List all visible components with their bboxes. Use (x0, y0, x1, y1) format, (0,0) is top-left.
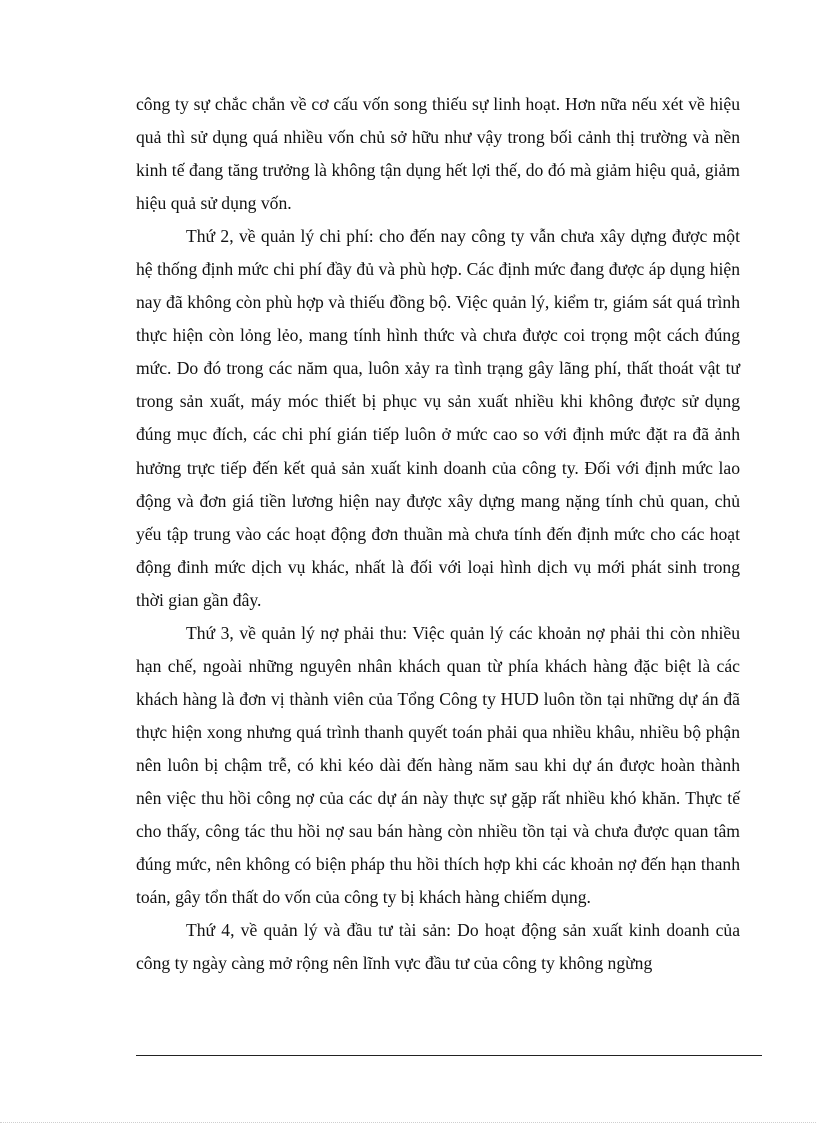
paragraph-capital-structure: công ty sự chắc chắn về cơ cấu vốn song thiếu sự linh hoạt. Hơn nữa nếu xét về hiệu quả thì sử dụng quá nhiều vốn chủ sở hữu như vậy trong bối cảnh thị trường và nền kinh tế đang tăng trưởng là không tận dụng hết lợi thế, do đó mà giảm hiệu quả, giảm hiệu quả sử dụng vốn. (136, 94, 740, 214)
paragraph-cost-management: Thứ 2, về quản lý chi phí: cho đến nay công ty vẫn chưa xây dựng được một hệ thống định mức chi phí đầy đủ và phù hợp. Các định mức đang được áp dụng hiện nay đã không còn phù hợp và thiếu đồng bộ. Việc quản lý, kiểm tr, giám sát quá trình thực hiện còn lỏng lẻo, mang tính hình thức và chưa được coi trọng một cách đúng mức. Do đó trong các năm qua, luôn xảy ra tình trạng gây lãng phí, thất thoát vật tư trong sản xuất, máy móc thiết bị phục vụ sản xuất nhiều khi không được sử dụng đúng mục đích, các chi phí gián tiếp luôn ở mức cao so với định mức đặt ra đã ảnh hưởng trực tiếp đến kết quả sản xuất kinh doanh của công ty. Đối với định mức lao động và đơn giá tiền lương hiện nay được xây dựng mang nặng tính chủ quan, chủ yếu tập trung vào các hoạt động đơn thuần mà chưa tính đến định mức cho các hoạt động đinh mức dịch vụ khác, nhất là đối với loại hình dịch vụ mới phát sinh trong thời gian gần đây. (136, 226, 740, 610)
document-body (136, 88, 740, 980)
footer-divider (136, 1055, 762, 1056)
paragraph-receivables-management: Thứ 3, về quản lý nợ phải thu: Việc quản lý các khoản nợ phải thi còn nhiều hạn chế, ngoài những nguyên nhân khách quan từ phía khách hàng đặc biệt là các khách hàng là đơn vị thành viên của Tổng Công ty HUD luôn tồn tại những dự án đã thực hiện xong nhưng quá trình thanh quyết toán phải qua nhiều khâu, nhiều bộ phận nên luôn bị chậm trễ, có khi kéo dài đến hàng năm sau khi dự án được hoàn thành nên việc thu hồi công nợ của các dự án này thực sự gặp rất nhiều khó khăn. Thực tế cho thấy, công tác thu hồi nợ sau bán hàng còn nhiều tồn tại và chưa được quan tâm đúng mức, nên không có biện pháp thu hồi thích hợp khi các khoản nợ đến hạn thanh toán, gây tổn thất do vốn của công ty bị khách hàng chiếm dụng. (136, 622, 740, 908)
paragraph-asset-investment: Thứ 4, về quản lý và đầu tư tài sản: Do hoạt động sản xuất kinh doanh của công ty ngày càng mở rộng nên lĩnh vực đầu tư của công ty không ngừng (136, 920, 740, 974)
